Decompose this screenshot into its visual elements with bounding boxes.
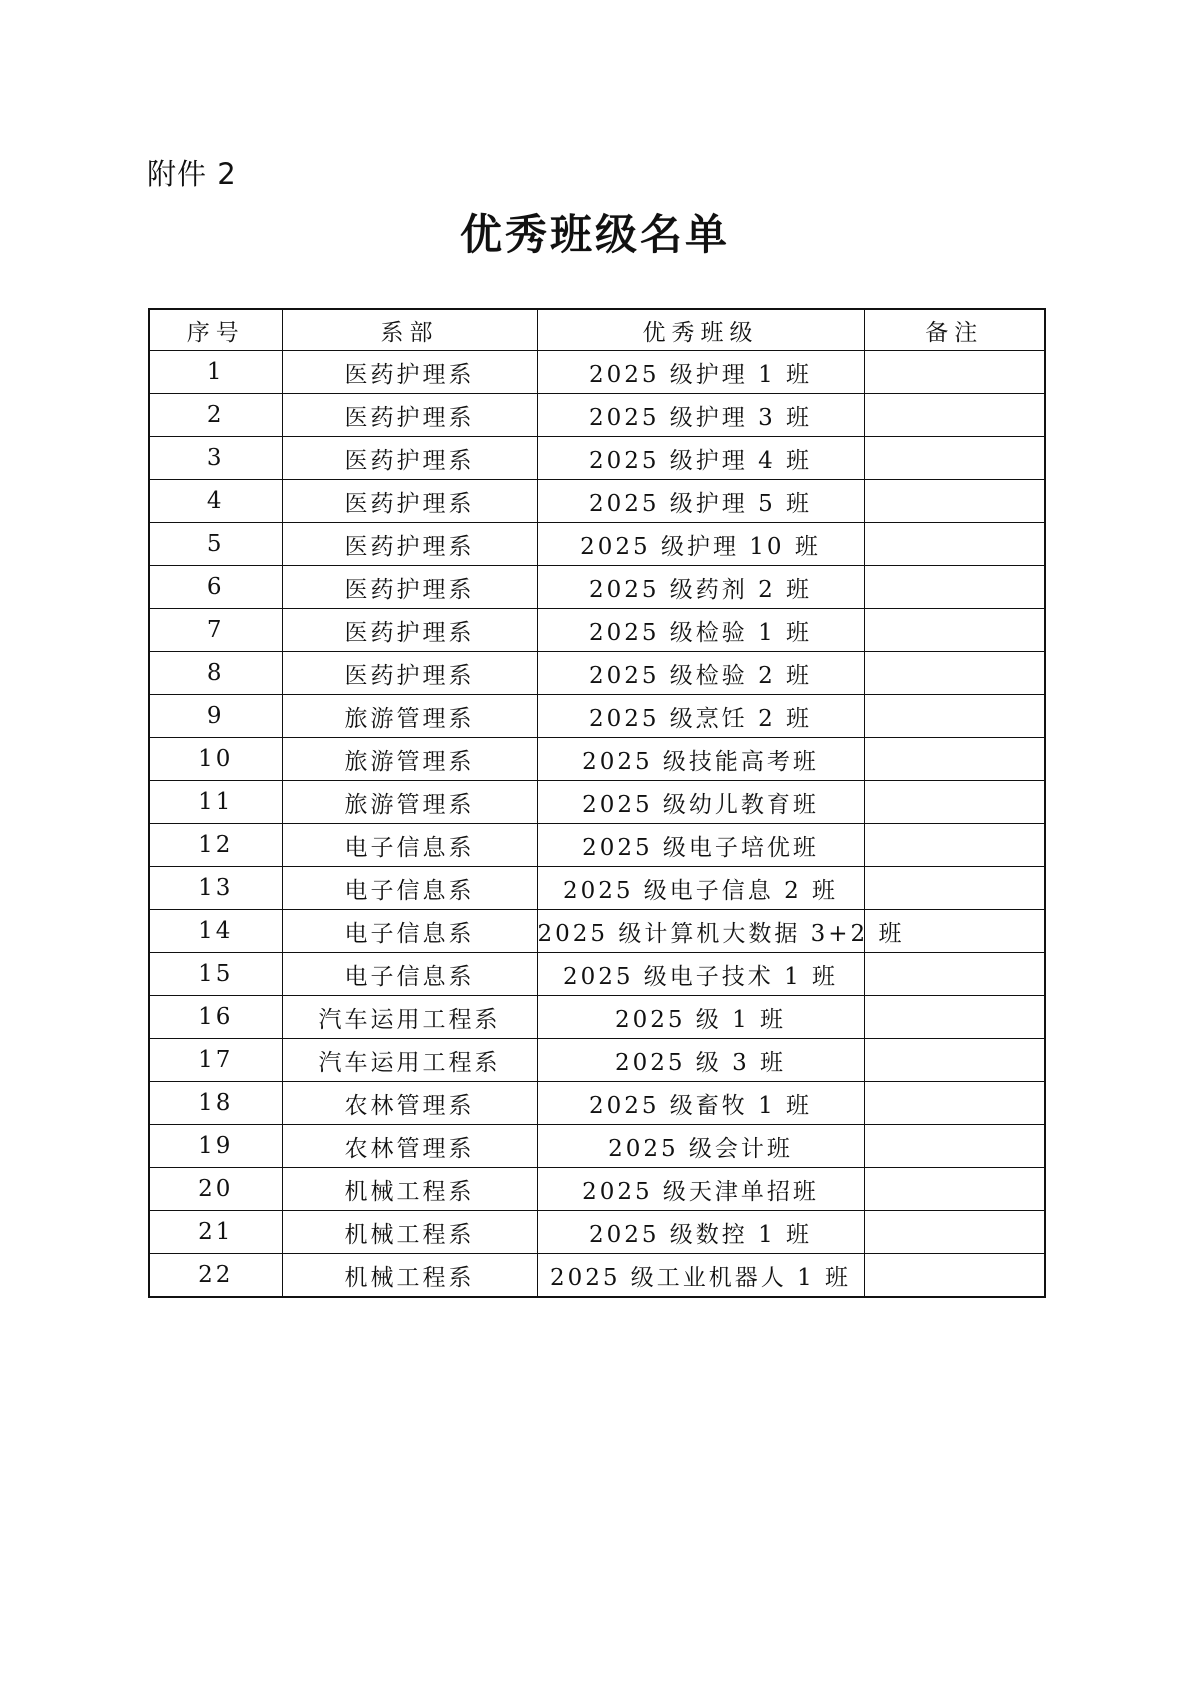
cell-seq: 12: [149, 824, 282, 867]
cell-seq: 21: [149, 1211, 282, 1254]
cell-department: 电子信息系: [282, 910, 537, 953]
table-row: [149, 867, 1045, 910]
table-row: [149, 480, 1045, 523]
cell-note: [864, 394, 1045, 437]
cell-class: 2025 级 3 班: [537, 1039, 864, 1082]
cell-seq: 17: [149, 1039, 282, 1082]
cell-seq: 3: [149, 437, 282, 480]
cell-seq: 18: [149, 1082, 282, 1125]
table-row: [149, 824, 1045, 867]
table-row: [149, 609, 1045, 652]
cell-seq: 10: [149, 738, 282, 781]
cell-seq: 1: [149, 351, 282, 394]
table-row: [149, 394, 1045, 437]
cell-note: [864, 1211, 1045, 1254]
cell-department: 旅游管理系: [282, 738, 537, 781]
cell-seq: 11: [149, 781, 282, 824]
cell-department: 机械工程系: [282, 1254, 537, 1298]
cell-department: 医药护理系: [282, 523, 537, 566]
cell-note: [864, 1125, 1045, 1168]
cell-class: 2025 级计算机大数据 3+2 班: [537, 910, 864, 953]
cell-class: 2025 级检验 2 班: [537, 652, 864, 695]
cell-department: 机械工程系: [282, 1168, 537, 1211]
table-row: [149, 910, 1045, 953]
cell-department: 医药护理系: [282, 437, 537, 480]
cell-note: [864, 953, 1045, 996]
cell-class: 2025 级畜牧 1 班: [537, 1082, 864, 1125]
cell-note: [864, 996, 1045, 1039]
cell-note: [864, 437, 1045, 480]
table-row: [149, 1125, 1045, 1168]
header-department: 系部: [282, 309, 537, 351]
table-header-row: [149, 309, 1045, 351]
cell-department: 农林管理系: [282, 1082, 537, 1125]
cell-department: 农林管理系: [282, 1125, 537, 1168]
cell-department: 医药护理系: [282, 652, 537, 695]
table-row: [149, 1211, 1045, 1254]
table-row: [149, 1082, 1045, 1125]
cell-seq: 4: [149, 480, 282, 523]
table-row: [149, 996, 1045, 1039]
cell-seq: 16: [149, 996, 282, 1039]
cell-class: 2025 级护理 10 班: [537, 523, 864, 566]
table-body: [149, 351, 1045, 1298]
cell-department: 医药护理系: [282, 480, 537, 523]
table-row: [149, 523, 1045, 566]
cell-seq: 14: [149, 910, 282, 953]
cell-class: 2025 级 1 班: [537, 996, 864, 1039]
cell-seq: 5: [149, 523, 282, 566]
table-row: [149, 1168, 1045, 1211]
cell-note: [864, 480, 1045, 523]
cell-note: [864, 781, 1045, 824]
page-title: 优秀班级名单: [459, 210, 730, 259]
cell-class: 2025 级电子培优班: [537, 824, 864, 867]
cell-seq: 19: [149, 1125, 282, 1168]
cell-note: [864, 523, 1045, 566]
cell-class: 2025 级护理 1 班: [537, 351, 864, 394]
cell-department: 机械工程系: [282, 1211, 537, 1254]
cell-seq: 6: [149, 566, 282, 609]
attachment-label: 附件 2: [147, 157, 237, 191]
cell-department: 医药护理系: [282, 609, 537, 652]
cell-class: 2025 级护理 5 班: [537, 480, 864, 523]
cell-department: 电子信息系: [282, 824, 537, 867]
cell-note: [864, 652, 1045, 695]
cell-seq: 22: [149, 1254, 282, 1298]
cell-note: [864, 609, 1045, 652]
cell-department: 电子信息系: [282, 867, 537, 910]
table-row: [149, 1039, 1045, 1082]
cell-note: [864, 1039, 1045, 1082]
cell-seq: 2: [149, 394, 282, 437]
cell-class: 2025 级数控 1 班: [537, 1211, 864, 1254]
cell-department: 旅游管理系: [282, 695, 537, 738]
header-class: 优秀班级: [537, 309, 864, 351]
table-row: [149, 738, 1045, 781]
table-row: [149, 953, 1045, 996]
cell-seq: 7: [149, 609, 282, 652]
cell-department: 汽车运用工程系: [282, 1039, 537, 1082]
cell-note: [864, 738, 1045, 781]
cell-class: 2025 级烹饪 2 班: [537, 695, 864, 738]
cell-note: [864, 867, 1045, 910]
header-note: 备注: [864, 309, 1045, 351]
cell-class: 2025 级会计班: [537, 1125, 864, 1168]
cell-seq: 15: [149, 953, 282, 996]
cell-class: 2025 级护理 3 班: [537, 394, 864, 437]
cell-department: 医药护理系: [282, 351, 537, 394]
cell-seq: 13: [149, 867, 282, 910]
table-row: [149, 781, 1045, 824]
cell-department: 医药护理系: [282, 394, 537, 437]
cell-department: 汽车运用工程系: [282, 996, 537, 1039]
cell-seq: 8: [149, 652, 282, 695]
table-row: [149, 351, 1045, 394]
table-row: [149, 437, 1045, 480]
cell-class: 2025 级工业机器人 1 班: [537, 1254, 864, 1298]
cell-department: 电子信息系: [282, 953, 537, 996]
cell-class: 2025 级电子技术 1 班: [537, 953, 864, 996]
cell-department: 旅游管理系: [282, 781, 537, 824]
header-seq: 序号: [149, 309, 282, 351]
cell-note: [864, 1082, 1045, 1125]
cell-note: [864, 1254, 1045, 1298]
cell-class: 2025 级幼儿教育班: [537, 781, 864, 824]
cell-note: [864, 351, 1045, 394]
cell-note: [864, 824, 1045, 867]
table-row: [149, 1254, 1045, 1298]
table-row: [149, 695, 1045, 738]
table-row: [149, 652, 1045, 695]
cell-class: 2025 级检验 1 班: [537, 609, 864, 652]
cell-department: 医药护理系: [282, 566, 537, 609]
cell-class: 2025 级技能高考班: [537, 738, 864, 781]
table-row: [149, 566, 1045, 609]
excellent-class-table: [148, 308, 1046, 1298]
cell-note: [864, 566, 1045, 609]
cell-seq: 20: [149, 1168, 282, 1211]
cell-class: 2025 级天津单招班: [537, 1168, 864, 1211]
cell-note: [864, 695, 1045, 738]
cell-note: [864, 1168, 1045, 1211]
cell-class: 2025 级药剂 2 班: [537, 566, 864, 609]
cell-seq: 9: [149, 695, 282, 738]
cell-class: 2025 级护理 4 班: [537, 437, 864, 480]
cell-class: 2025 级电子信息 2 班: [537, 867, 864, 910]
